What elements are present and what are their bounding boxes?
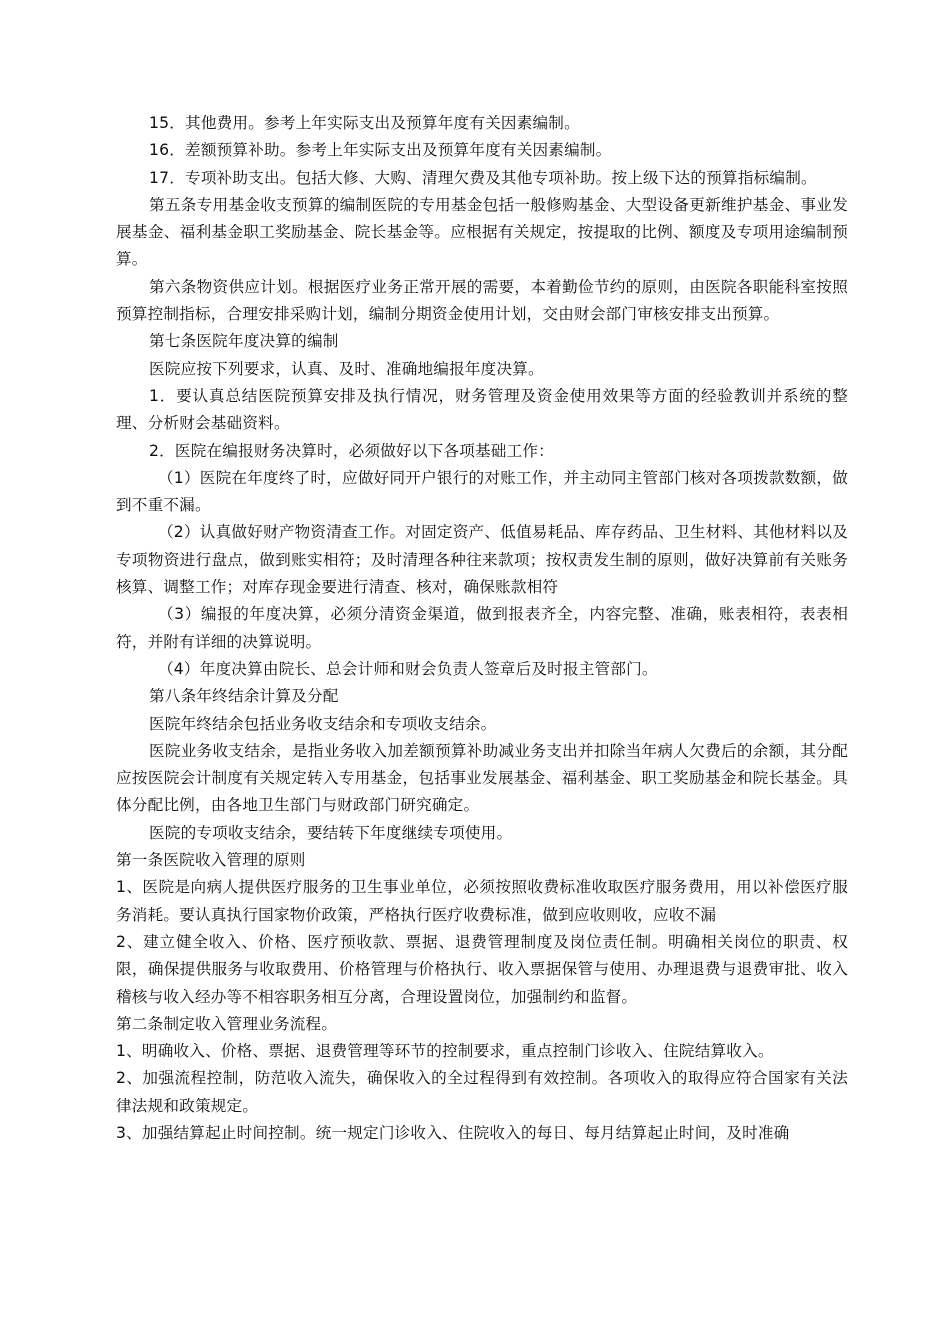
paragraph: 2．医院在编报财务决算时，必须做好以下各项基础工作： [149,441,554,460]
paragraph: 16．差额预算补助。参考上年实际支出及预算年度有关因素编制。 [149,141,612,160]
paragraph: 医院应按下列要求，认真、及时、准确地编报年度决算。 [149,359,544,378]
paragraph: 医院年终结余包括业务收支结余和专项收支结余。 [149,714,497,733]
paragraph: （1）医院在年度终了时，应做好同开户银行的对账工作，并主动同主管部门核对各项拨款数额，做到不重不漏。 [116,468,848,515]
paragraph: 医院的专项收支结余，要结转下年度继续专项使用。 [149,823,513,842]
paragraph: 第七条医院年度决算的编制 [149,332,339,351]
paragraph: 2、加强流程控制，防范收入流失，确保收入的全过程得到有效控制。各项收入的取得应符合国家有关法律法规和政策规定。 [116,1069,848,1115]
paragraph: 1、医院是向病人提供医疗服务的卫生事业单位，必须按照收费标准收取医疗服务费用，用以补偿医疗服务消耗。要认真执行国家物价政策，严格执行医疗收费标准，做到应收则收，应收不漏 [116,878,848,924]
paragraph: 第二条制定收入管理业务流程。 [116,1014,338,1033]
paragraph: 第八条年终结余计算及分配 [149,687,339,706]
paragraph: 1、明确收入、价格、票据、退费管理等环节的控制要求，重点控制门诊收入、住院结算收入。 [116,1042,774,1061]
paragraph: 17．专项补助支出。包括大修、大购、清理欠费及其他专项补助。按上级下达的预算指标编制。 [149,168,817,187]
paragraph: 1．要认真总结医院预算安排及执行情况，财务管理及资金使用效果等方面的经验教训并系统的整理、分析财会基础资料。 [116,386,848,433]
paragraph: （4）年度决算由院长、总会计师和财会负责人签章后及时报主管部门。 [158,659,658,678]
paragraph: （3）编报的年度决算，必须分清资金渠道，做到报表齐全，内容完整、准确，账表相符，表表相符，并附有详细的决算说明。 [116,605,848,651]
paragraph: 第一条医院收入管理的原则 [116,851,306,870]
paragraph: 3、加强结算起止时间控制。统一规定门诊收入、住院收入的每日、每月结算起止时间，及时准确 [116,1123,790,1142]
paragraph: （2）认真做好财产物资清查工作。对固定资产、低值易耗品、库存药品、卫生材料、其他材料以及专项物资进行盘点，做到账实相符；及时清理各种往来款项；按权责发生制的原则，做好决算前有关账务核算、调整工作；对库存现金要进行清查、核对，确保账款相符 [116,523,848,597]
document-body [116,110,848,1147]
paragraph: 第五条专用基金收支预算的编制医院的专用基金包括一般修购基金、大型设备更新维护基金、事业发展基金、福利基金职工奖励基金、院长基金等。应根据有关规定，按提取的比例、额度及专项用途编制预算。 [116,195,848,269]
paragraph: 15．其他费用。参考上年实际支出及预算年度有关因素编制。 [149,114,580,132]
paragraph: 第六条物资供应计划。根据医疗业务正常开展的需要，本着勤俭节约的原则，由医院各职能科室按照预算控制指标，合理安排采购计划，编制分期资金使用计划，交由财会部门审核安排支出预算。 [116,277,848,324]
paragraph: 医院业务收支结余，是指业务收入加差额预算补助减业务支出并扣除当年病人欠费后的余额，其分配应按医院会计制度有关规定转入专用基金，包括事业发展基金、福利基金、职工奖励基金和院长基金。具体分配比例，由各地卫生部门与财政部门研究确定。 [116,741,848,815]
paragraph: 2、建立健全收入、价格、医疗预收款、票据、退费管理制度及岗位责任制。明确相关岗位的职责、权限，确保提供服务与收取费用、价格管理与价格执行、收入票据保管与使用、办理退费与退费审批、收入稽核与收入经办等不相容职务相互分离，合理设置岗位，加强制约和监督。 [116,932,848,1006]
